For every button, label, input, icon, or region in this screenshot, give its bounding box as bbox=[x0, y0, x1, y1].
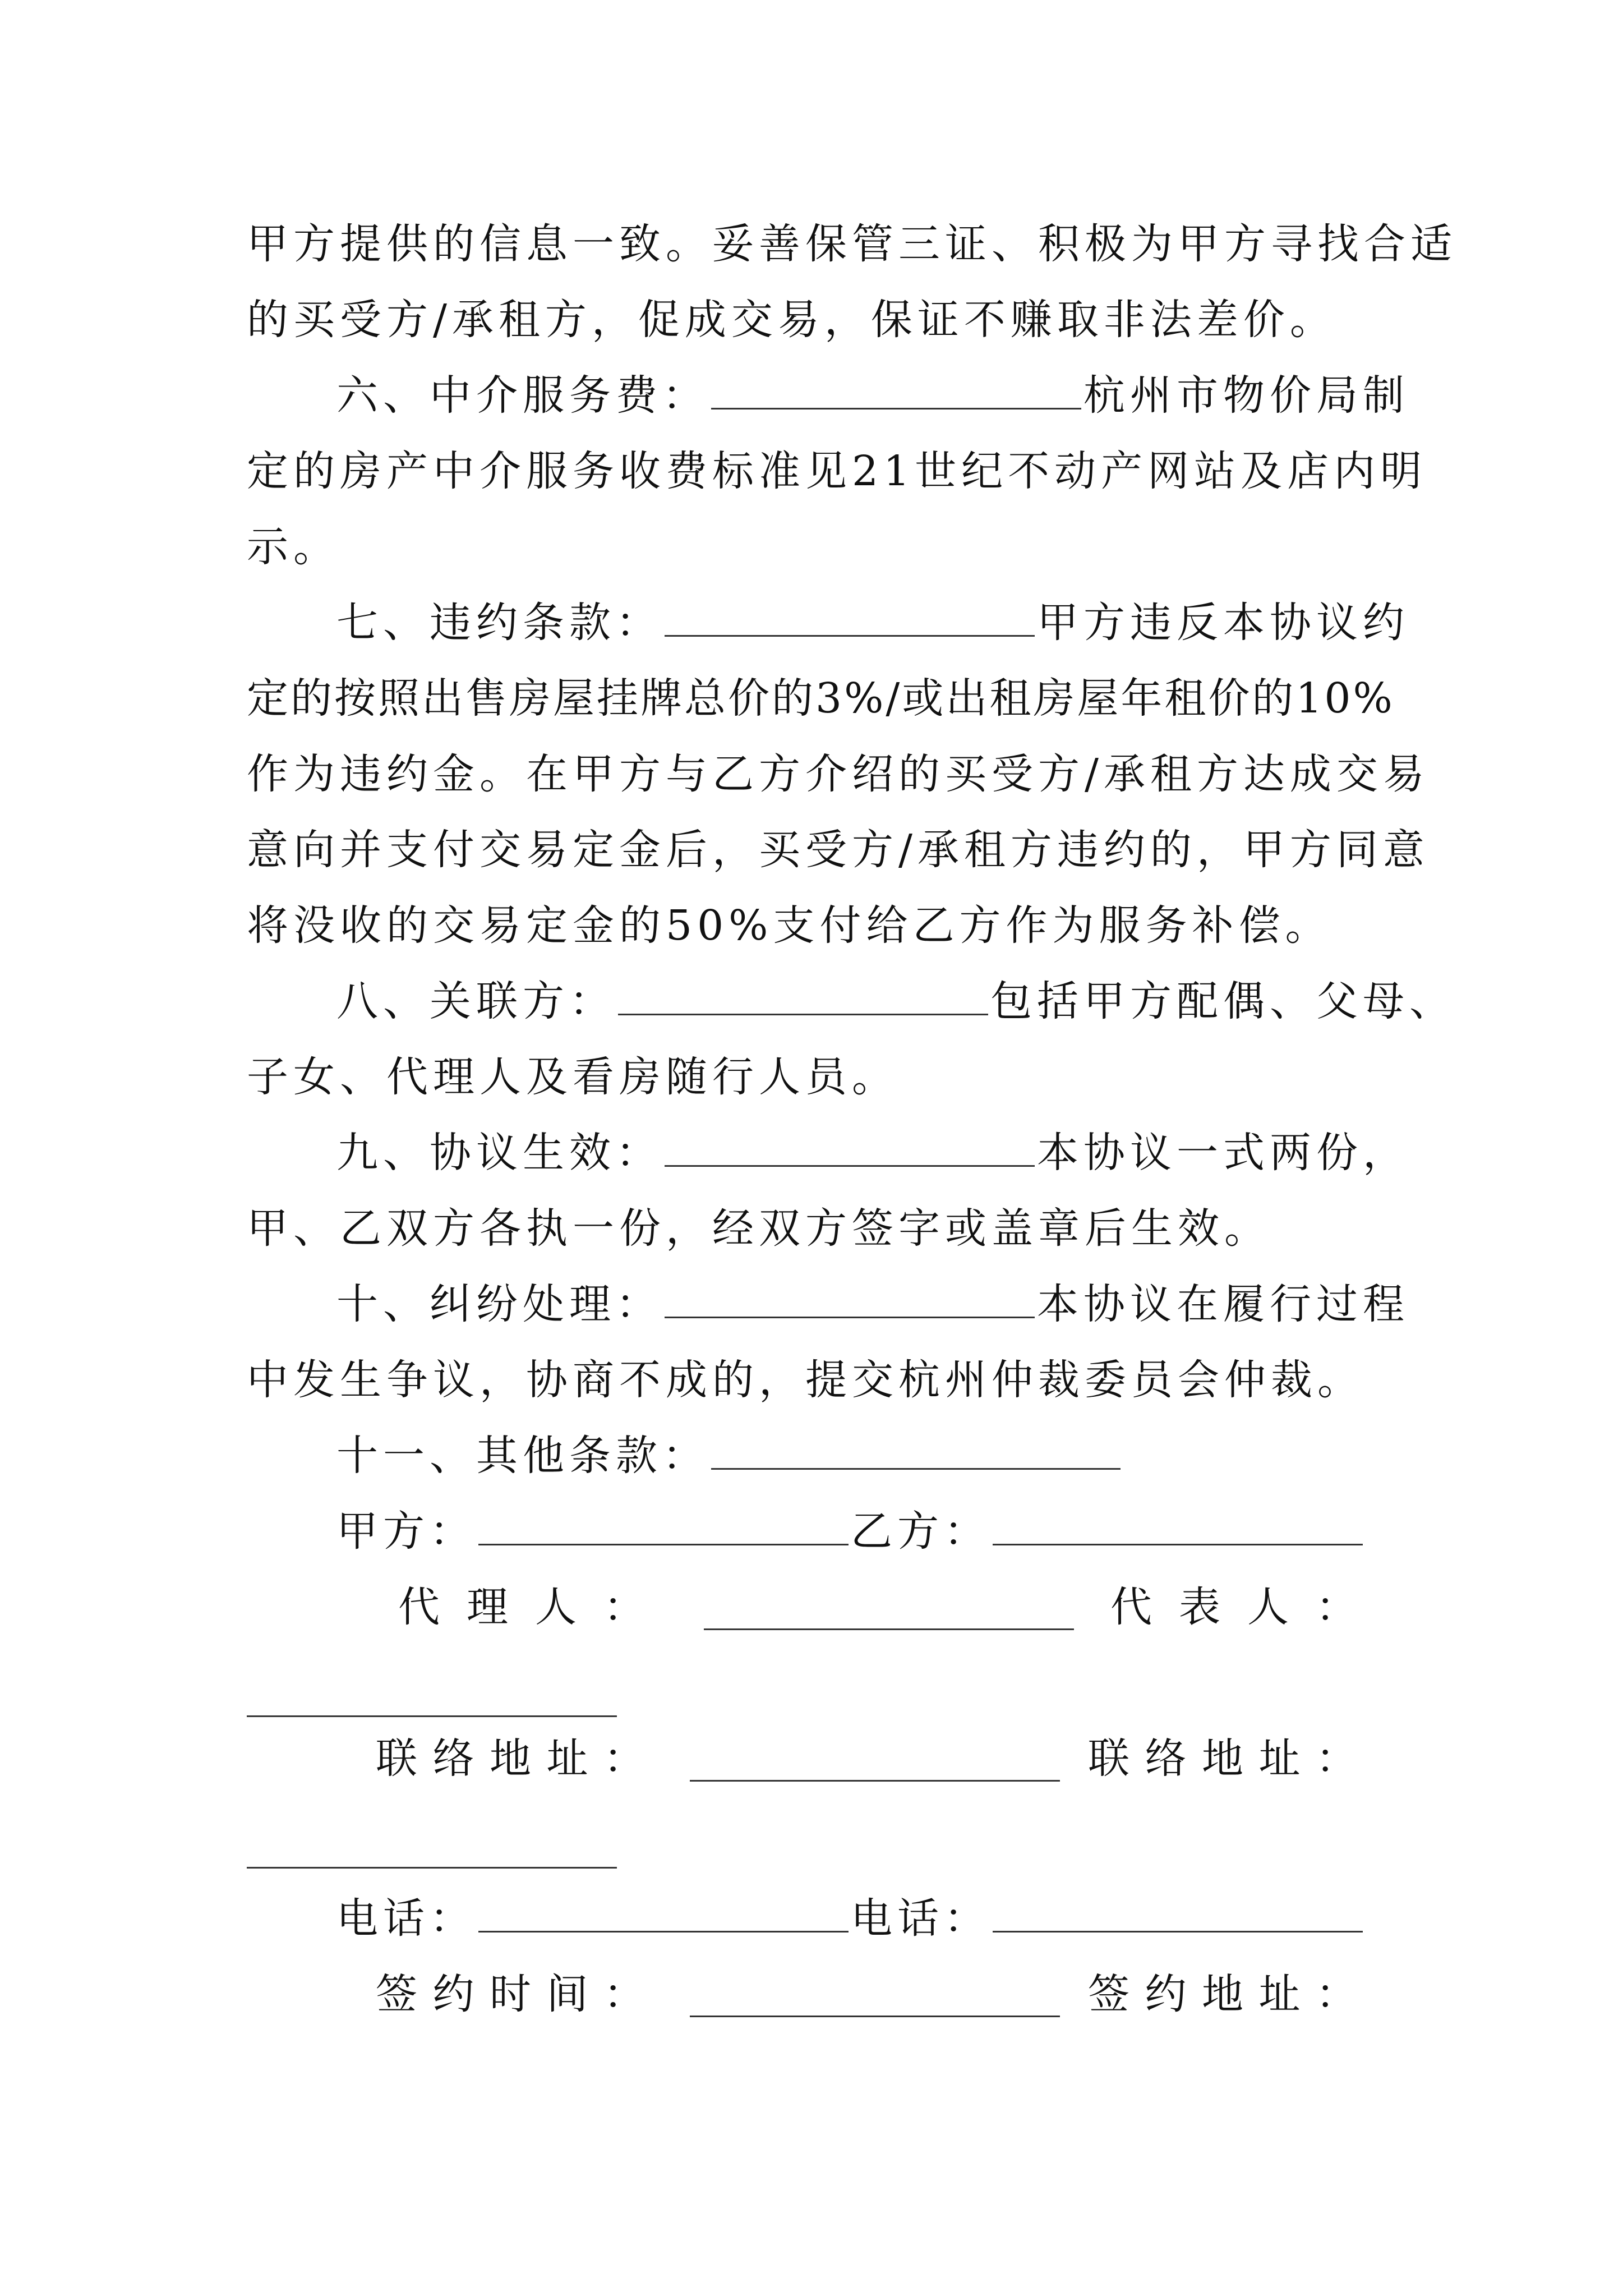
agent-label: 代理人： bbox=[398, 1583, 645, 1631]
clause-9-blank[interactable] bbox=[665, 1131, 1035, 1167]
address-b-blank[interactable] bbox=[247, 1867, 617, 1869]
phone-row bbox=[336, 1890, 1365, 1947]
clause-9-line-2: 甲、乙双方各执一份，经双方签字或盖章后生效。 bbox=[247, 1204, 1271, 1253]
clause-9-tail: 本协议一式两份， bbox=[1037, 1129, 1409, 1177]
clause-7-label: 七、违约条款： bbox=[336, 599, 662, 647]
clause-8-related-party bbox=[336, 973, 1456, 1029]
clause-8-line-2: 子女、代理人及看房随行人员。 bbox=[247, 1053, 898, 1101]
clause-6-line-2: 定的房产中介服务收费标准见21世纪不动产网站及店内明 bbox=[247, 447, 1427, 495]
phone-b-label: 电话： bbox=[851, 1894, 990, 1943]
sign-time-label: 签约时间： bbox=[376, 1970, 645, 2018]
phone-b-blank[interactable] bbox=[993, 1897, 1363, 1932]
clause-7-line-2: 定的按照出售房屋挂牌总价的3%/或出租房屋年租价的10% bbox=[247, 674, 1395, 723]
clause-6-blank[interactable] bbox=[711, 374, 1081, 409]
clause-6-label: 六、中介服务费： bbox=[336, 371, 709, 420]
clause-7-line-3: 作为违约金。在甲方与乙方介绍的买受方/承租方达成交易 bbox=[247, 750, 1430, 798]
clause-8-label: 八、关联方： bbox=[336, 977, 616, 1025]
clause-10-line-2: 中发生争议，协商不成的，提交杭州仲裁委员会仲裁。 bbox=[247, 1356, 1364, 1404]
sign-place-label: 签约地址： bbox=[1088, 1970, 1357, 2018]
sign-time-blank[interactable] bbox=[690, 2016, 1060, 2017]
party-row bbox=[336, 1503, 1365, 1559]
clause-7-blank[interactable] bbox=[665, 601, 1035, 637]
representative-label: 代表人： bbox=[1110, 1583, 1357, 1631]
clause-7-breach bbox=[336, 595, 1409, 651]
clause-7-line-4: 意向并支付交易定金后，买受方/承租方违约的，甲方同意 bbox=[247, 826, 1430, 874]
party-b-label: 乙方： bbox=[851, 1507, 990, 1556]
clause-10-label: 十、纠纷处理： bbox=[336, 1280, 662, 1328]
clause-7-line-5: 将没收的交易定金的50%支付给乙方作为服务补偿。 bbox=[247, 901, 1332, 950]
clause-10-blank[interactable] bbox=[665, 1283, 1035, 1318]
representative-blank[interactable] bbox=[247, 1715, 617, 1717]
clause-6-line-3: 示。 bbox=[247, 523, 340, 571]
agent-blank[interactable] bbox=[704, 1628, 1074, 1630]
clause-11-label: 十一、其他条款： bbox=[336, 1432, 709, 1480]
clause-5-continuation-line-2: 的买受方/承租方，促成交易，保证不赚取非法差价。 bbox=[247, 296, 1336, 344]
phone-a-blank[interactable] bbox=[478, 1897, 849, 1932]
address-a-blank[interactable] bbox=[690, 1780, 1060, 1782]
clause-6-service-fee bbox=[336, 367, 1409, 424]
clause-10-dispute bbox=[336, 1276, 1409, 1332]
clause-5-continuation-line-1: 甲方提供的信息一致。妥善保管三证、积极为甲方寻找合适 bbox=[247, 220, 1457, 268]
clause-11-other bbox=[336, 1428, 1123, 1484]
party-a-blank[interactable] bbox=[478, 1510, 849, 1545]
clause-9-label: 九、协议生效： bbox=[336, 1129, 662, 1177]
address-a-label: 联络地址： bbox=[376, 1734, 645, 1783]
clause-10-tail: 本协议在履行过程 bbox=[1037, 1280, 1409, 1328]
clause-9-effect bbox=[336, 1125, 1409, 1181]
clause-7-tail: 甲方违反本协议约 bbox=[1037, 599, 1409, 647]
clause-8-tail: 包括甲方配偶、父母、 bbox=[990, 977, 1456, 1025]
clause-6-tail: 杭州市物价局制 bbox=[1083, 371, 1409, 420]
clause-8-blank[interactable] bbox=[618, 980, 988, 1015]
clause-11-blank[interactable] bbox=[711, 1434, 1121, 1470]
party-a-label: 甲方： bbox=[336, 1507, 476, 1556]
address-b-label: 联络地址： bbox=[1088, 1734, 1357, 1783]
party-b-blank[interactable] bbox=[993, 1510, 1363, 1545]
phone-a-label: 电话： bbox=[336, 1894, 476, 1943]
